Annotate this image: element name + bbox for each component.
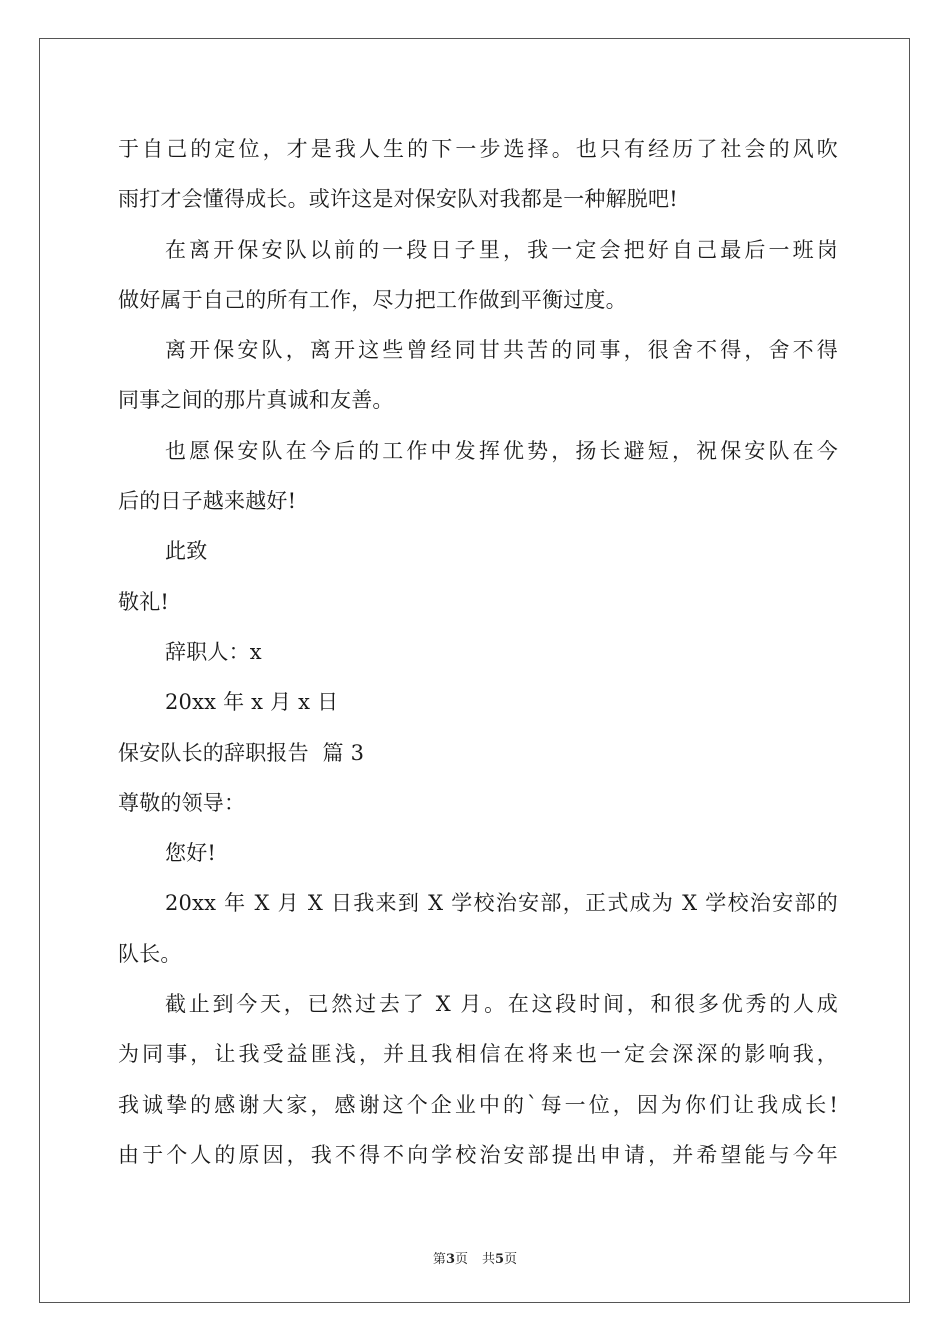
paragraph-start: 在离开保安队以前的一段日子里，我一定会把好自己最后一班岗 bbox=[165, 237, 838, 262]
page-footer bbox=[0, 1248, 950, 1267]
text-line: 队长。 bbox=[118, 941, 182, 966]
text-line: 为同事，让我受益匪浅，并且我相信在将来也一定会深深的影响我， bbox=[118, 1042, 838, 1067]
paragraph-start: 也愿保安队在今后的工作中发挥优势，扬长避短，祝保安队在今 bbox=[165, 438, 838, 463]
text-line: 后的日子越来越好! bbox=[118, 489, 297, 514]
text-line: 做好属于自己的所有工作，尽力把工作做到平衡过度。 bbox=[118, 287, 627, 312]
total-page-number: 5 bbox=[495, 1252, 505, 1267]
total-prefix: 共 bbox=[482, 1252, 496, 1267]
greeting: 尊敬的领导： bbox=[118, 790, 246, 815]
text-line: 同事之间的那片真诚和友善。 bbox=[118, 388, 394, 413]
page-prefix: 第 bbox=[432, 1252, 446, 1267]
signature-date: 20xx 年 x 月 x 日 bbox=[165, 690, 339, 715]
text-line: 由于个人的原因，我不得不向学校治安部提出申请，并希望能与今年 bbox=[118, 1142, 838, 1167]
document-body bbox=[118, 124, 838, 1180]
paragraph-start: 离开保安队，离开这些曾经同甘共苦的同事，很舍不得，舍不得 bbox=[165, 338, 838, 363]
text-line: 雨打才会懂得成长。或许这是对保安队对我都是一种解脱吧! bbox=[118, 187, 678, 212]
text-line: 我诚挚的感谢大家，感谢这个企业中的`每一位，因为你们让我成长! bbox=[118, 1092, 838, 1117]
current-page-number: 3 bbox=[445, 1252, 455, 1267]
paragraph-start: 20xx 年 X 月 X 日我来到 X 学校治安部，正式成为 X 学校治安部的 bbox=[165, 891, 838, 916]
total-suffix: 页 bbox=[504, 1252, 518, 1267]
closing-regards: 敬礼! bbox=[118, 589, 170, 614]
closing-salutation: 此致 bbox=[165, 539, 208, 564]
greeting-hello: 您好! bbox=[165, 841, 217, 866]
section-title: 保安队长的辞职报告 篇 3 bbox=[118, 740, 365, 765]
paragraph-start: 截止到今天，已然过去了 X 月。在这段时间，和很多优秀的人成 bbox=[165, 992, 838, 1017]
text-line: 于自己的定位，才是我人生的下一步选择。也只有经历了社会的风吹 bbox=[118, 137, 838, 161]
page-suffix: 页 bbox=[454, 1252, 468, 1267]
signature-name: 辞职人：x bbox=[165, 639, 262, 664]
